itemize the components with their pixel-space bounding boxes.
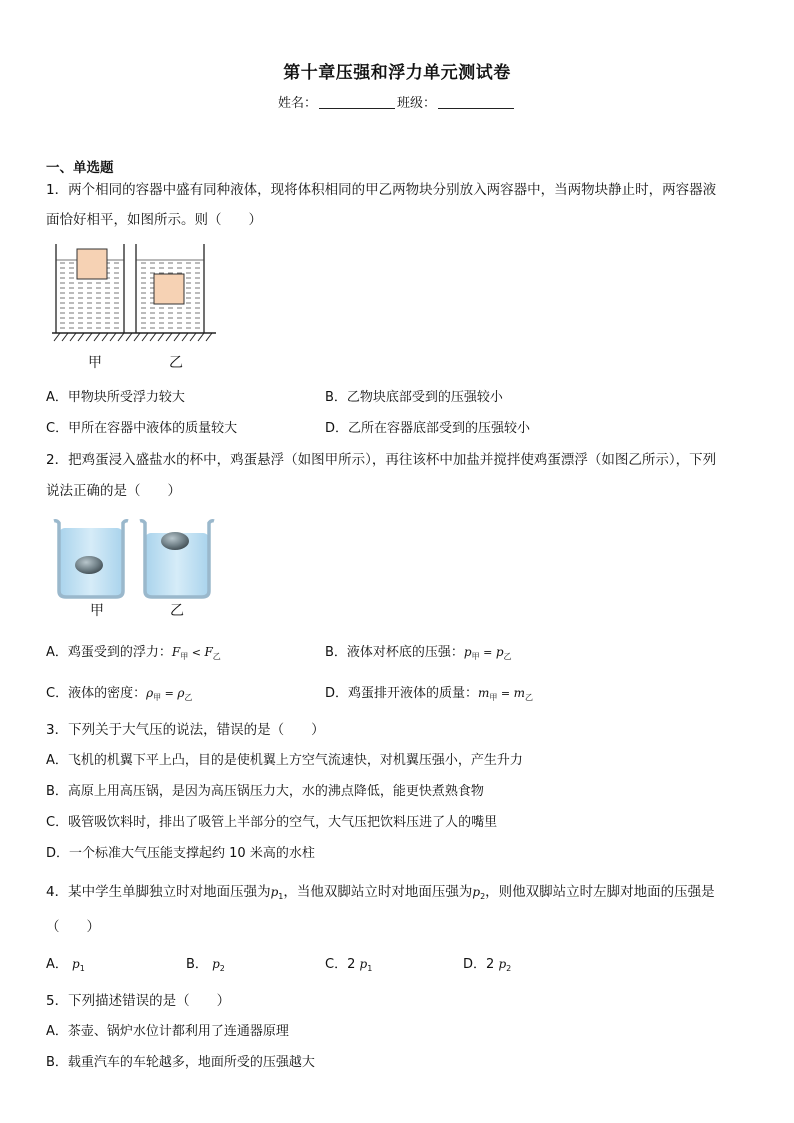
q1-stem-line2: 面恰好相平，如图所示。则（ ） xyxy=(46,212,262,228)
q1-label-jia: 甲 xyxy=(88,355,102,371)
q4-option-a[interactable]: A． $p_1$ xyxy=(46,957,85,973)
q4-stem-line1: 4．某中学生单脚独立时对地面压强为$p_1$，当他双脚站立时对地面压强为$p_2$，则他双脚站立时左脚对地面的压强是 xyxy=(46,884,715,901)
q1-block-yi xyxy=(154,274,184,304)
class-label: 班级： xyxy=(397,96,437,111)
q5-option-a[interactable]: A．茶壶、锅炉水位计都利用了连通器原理 xyxy=(46,1024,289,1039)
class-blank[interactable] xyxy=(438,95,514,109)
q1-option-a[interactable]: A．甲物块所受浮力较大 xyxy=(46,390,185,405)
q2-option-d[interactable]: D．鸡蛋排开液体的质量：$m_甲 = m_乙$ xyxy=(325,686,534,702)
q2-stem-line1: 2．把鸡蛋浸入盛盐水的杯中，鸡蛋悬浮（如图甲所示），再往该杯中加盐并搅拌使鸡蛋漂浮（如图乙所示），下列 xyxy=(46,452,717,468)
q5-stem: 5．下列描述错误的是（ ） xyxy=(46,993,231,1009)
q5-option-b[interactable]: B．载重汽车的车轮越多，地面所受的压强越大 xyxy=(46,1055,315,1070)
q4-option-d[interactable]: D．2 $p_2$ xyxy=(463,957,512,973)
q3-option-d[interactable]: D．一个标准大气压能支撑起约 10 米高的水柱 xyxy=(46,846,315,861)
q1-stem-line1: 1．两个相同的容器中盛有同种液体，现将体积相同的甲乙两物块分别放入两容器中，当两物块静止时，两容器液 xyxy=(46,182,717,198)
q3-option-a[interactable]: A．飞机的机翼下平上凸，目的是使机翼上方空气流速快，对机翼压强小，产生升力 xyxy=(46,753,523,768)
q1-option-b[interactable]: B．乙物块底部受到的压强较小 xyxy=(325,390,503,405)
name-blank[interactable] xyxy=(319,95,395,109)
q2-label-jia: 甲 xyxy=(90,603,104,619)
q1-block-jia xyxy=(77,249,107,279)
section-title: 一、单选题 xyxy=(46,160,114,176)
q4-option-b[interactable]: B． $p_2$ xyxy=(186,957,225,973)
q1-containers-figure xyxy=(50,240,220,348)
q2-b-formula: $p_甲 = p_乙$ xyxy=(463,645,512,661)
q2-c-formula: $\rho_甲 = \rho_乙$ xyxy=(146,686,193,702)
q2-a-formula: $F_甲 < F_乙$ xyxy=(171,645,221,661)
q2-label-yi: 乙 xyxy=(170,603,184,619)
q2-option-c[interactable]: C．液体的密度：$\rho_甲 = \rho_乙$ xyxy=(46,686,193,702)
q2-stem-line2: 说法正确的是（ ） xyxy=(46,483,181,499)
q1-ground-hatch xyxy=(54,333,212,341)
q2-option-a[interactable]: A．鸡蛋受到的浮力：$F_甲 < F_乙$ xyxy=(46,645,221,661)
q2-beakers-figure xyxy=(48,515,218,603)
q1-option-d[interactable]: D．乙所在容器底部受到的压强较小 xyxy=(325,421,531,436)
q1-option-c[interactable]: C．甲所在容器中液体的质量较大 xyxy=(46,421,238,436)
q4-stem-line2: （ ） xyxy=(46,919,100,935)
q4-option-c[interactable]: C．2 $p_1$ xyxy=(325,957,373,973)
q3-option-b[interactable]: B．高原上用高压锅，是因为高压锅压力大，水的沸点降低，能更快煮熟食物 xyxy=(46,784,484,799)
page-title: 第十章压强和浮力单元测试卷 xyxy=(283,63,511,83)
name-class-line xyxy=(0,92,794,111)
q3-stem: 3．下列关于大气压的说法，错误的是（ ） xyxy=(46,722,325,738)
q1-label-yi: 乙 xyxy=(169,355,183,371)
q3-option-c[interactable]: C．吸管吸饮料时，排出了吸管上半部分的空气，大气压把饮料压进了人的嘴里 xyxy=(46,815,498,830)
q2-d-formula: $m_甲 = m_乙$ xyxy=(478,686,534,702)
q2-egg-jia xyxy=(75,556,103,574)
q2-egg-yi xyxy=(161,532,189,550)
q2-option-b[interactable]: B．液体对杯底的压强：$p_甲 = p_乙$ xyxy=(325,645,512,661)
name-label: 姓名： xyxy=(277,96,317,111)
